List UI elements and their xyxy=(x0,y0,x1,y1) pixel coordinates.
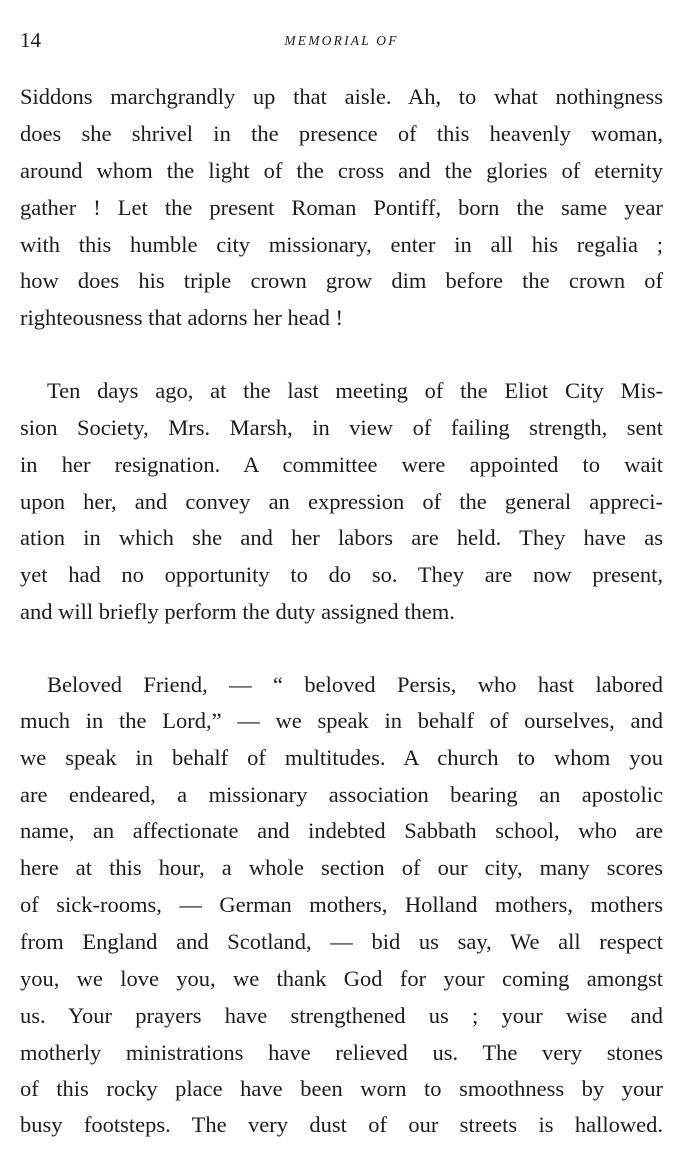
page-number: 14 xyxy=(20,28,41,52)
text-line: you, we love you, we thank God for your coming amongst xyxy=(20,966,663,991)
text-line: motherly ministrations have relieved us. The very stones xyxy=(20,1040,663,1065)
text-line: from England and Scotland, — bid us say, We all respect xyxy=(20,929,663,954)
text-line: here at this hour, a whole section of our city, many scores xyxy=(20,855,663,880)
text-line: around whom the light of the cross and the glories of eternity xyxy=(20,158,663,183)
text-line: gather ! Let the present Roman Pontiff, born the same year xyxy=(20,195,663,220)
text-line: of sick-rooms, — German mothers, Holland mothers, mothers xyxy=(20,892,663,917)
text-line: Beloved Friend, — “ beloved Persis, who hast labored xyxy=(47,672,663,697)
text-line: Ten days ago, at the last meeting of the Eliot City Mis- xyxy=(47,378,663,403)
text-line: righteousness that adorns her head ! xyxy=(20,305,344,330)
text-line: sion Society, Mrs. Marsh, in view of failing strength, sent xyxy=(20,415,663,440)
text-line: how does his triple crown grow dim before the crown of xyxy=(20,268,663,293)
running-head: MEMORIAL OF xyxy=(284,33,399,48)
text-line: we speak in behalf of multitudes. A church to whom you xyxy=(20,745,663,770)
text-line: and will briefly perform the duty assigned them. xyxy=(20,599,455,624)
text-line: Siddons marchgrandly up that aisle. Ah, to what nothingness xyxy=(20,84,663,109)
text-line: name, an affectionate and indebted Sabbath school, who are xyxy=(20,818,663,843)
text-line: are endeared, a missionary association bearing an apostolic xyxy=(20,782,663,807)
text-line: with this humble city missionary, enter in all his regalia ; xyxy=(20,232,663,257)
text-line: much in the Lord,” — we speak in behalf of ourselves, and xyxy=(20,708,663,733)
text-line: does she shrivel in the presence of this heavenly woman, xyxy=(20,121,663,146)
text-line: yet had no opportunity to do so. They are now present, xyxy=(20,562,663,587)
text-line: us. Your prayers have strengthened us ; your wise and xyxy=(20,1003,663,1028)
text-line: ation in which she and her labors are held. They have as xyxy=(20,525,663,550)
text-line: busy footsteps. The very dust of our streets is hallowed. xyxy=(20,1112,663,1137)
page-header xyxy=(20,26,663,54)
text-line: in her resignation. A committee were appointed to wait xyxy=(20,452,663,477)
text-line: upon her, and convey an expression of the general appreci- xyxy=(20,489,663,514)
text-line: of this rocky place have been worn to smoothness by your xyxy=(20,1076,663,1101)
